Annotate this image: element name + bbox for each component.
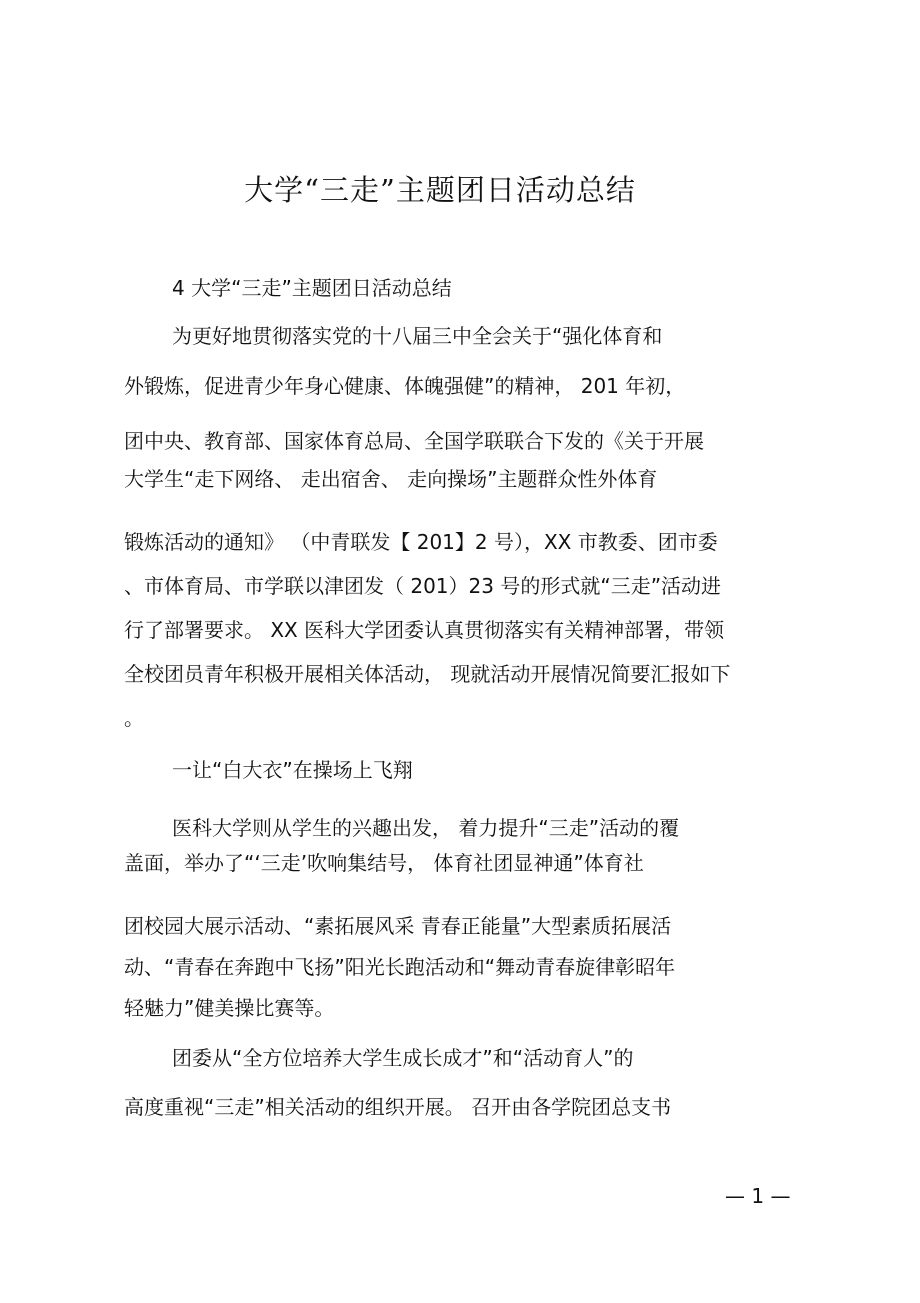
paragraph-line: 团委从“全方位培养大学生成长成才”和“活动育人”的 <box>172 1046 634 1070</box>
paragraph-line: 医科大学则从学生的兴趣出发， 着力提升“三走”活动的覆 <box>172 816 680 840</box>
paragraph-line: 行了部署要求。 XX 医科大学团委认真贯彻落实有关精神部署，带领 <box>124 618 725 642</box>
paragraph-line: 、市体育局、市学联以津团发（ 201）23 号的形式就“三走”活动进 <box>124 574 722 598</box>
paragraph-line: 团中央、教育部、国家体育总局、全国学联联合下发的《关于开展 <box>124 429 704 453</box>
paragraph-line: 全校团员青年积极开展相关体活动， 现就活动开展情况简要汇报如下 <box>124 662 731 686</box>
paragraph-line: 大学生“走下网络、 走出宿舍、 走向操场”主题群众性外体育 <box>124 467 658 491</box>
section-heading: 一让“白大衣”在操场上飞翔 <box>172 758 413 782</box>
paragraph-line: 轻魅力”健美操比赛等。 <box>124 996 335 1020</box>
paragraph-line: 动、“青春在奔跑中飞扬”阳光长跑活动和“舞动青春旋律彰昭年 <box>124 955 676 979</box>
paragraph-line: 团校园大展示活动、“素拓展风采 青春正能量”大型素质拓展活 <box>124 914 672 938</box>
paragraph-line: 。 <box>124 706 144 730</box>
paragraph-line: 高度重视“三走”相关活动的组织开展。 召开由各学院团总支书 <box>124 1095 672 1119</box>
document-title: 大学“三走”主题团日活动总结 <box>244 173 636 207</box>
paragraph-line: 为更好地贯彻落实党的十八届三中全会关于“强化体育和 <box>172 324 663 348</box>
page-number: — 1 — <box>725 1184 791 1208</box>
paragraph-line: 盖面，举办了“‘三走’吹响集结号， 体育社团显神通”体育社 <box>124 851 644 875</box>
paragraph-line: 锻炼活动的通知》 （中青联发【 201】2 号），XX 市教委、团市委 <box>124 530 718 554</box>
subtitle-line: 4 大学“三走”主题团日活动总结 <box>172 276 452 300</box>
paragraph-line: 外锻炼，促进青少年身心健康、体魄强健”的精神， 201 年初， <box>124 374 686 398</box>
